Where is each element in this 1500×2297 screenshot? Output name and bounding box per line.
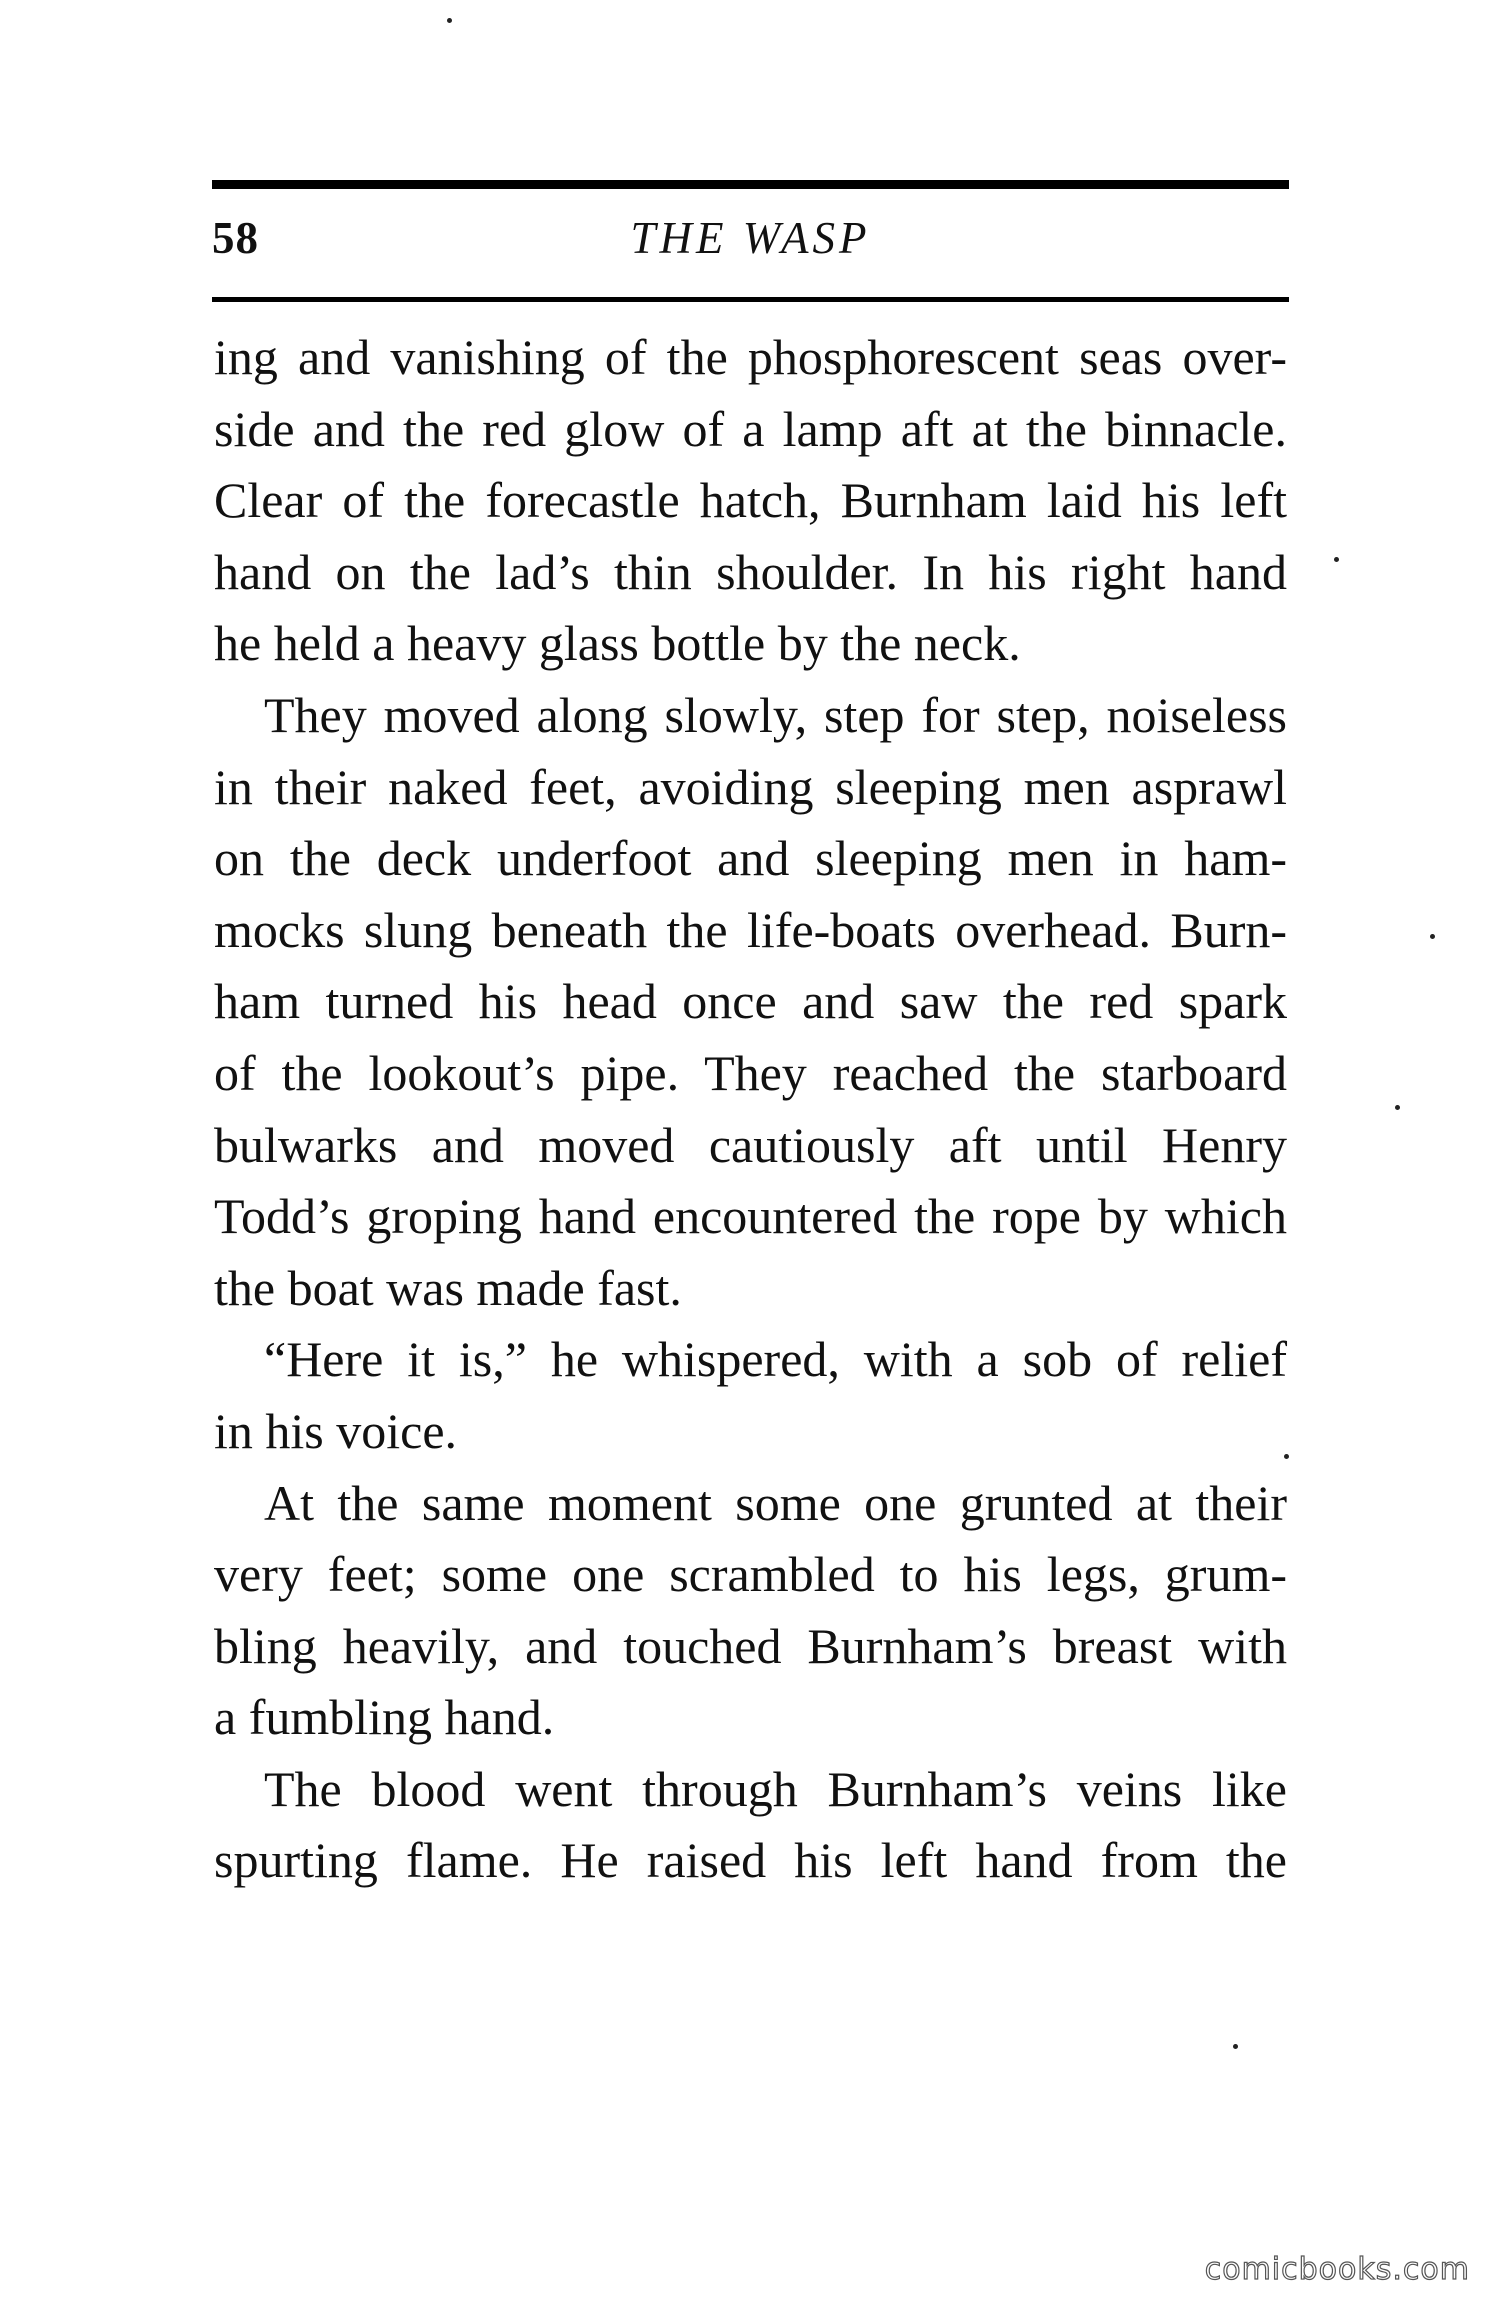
text-line: the boat was made fast. <box>214 1259 682 1316</box>
text-line: They moved along slowly, step for step, noiseless <box>264 686 1287 743</box>
page-number: 58 <box>212 213 259 263</box>
text-line: “Here it is,” he whispered, with a sob of relief <box>264 1331 1287 1388</box>
header-top-rule <box>212 180 1289 189</box>
text-line: he held a heavy glass bottle by the neck. <box>214 615 1021 672</box>
scan-speck <box>1395 1105 1400 1110</box>
text-line: hand on the lad’s thin shoulder. In his right hand <box>214 543 1287 600</box>
text-line: in his voice. <box>214 1402 458 1459</box>
text-line: on the deck underfoot and sleeping men in ham- <box>214 830 1287 887</box>
watermark-text: comicbooks.com <box>1204 2252 1470 2287</box>
text-line: spurting flame. He raised his left hand from the <box>214 1832 1287 1889</box>
text-line: Clear of the forecastle hatch, Burnham laid his left <box>214 472 1287 529</box>
text-line: bling heavily, and touched Burnham’s breast with <box>214 1617 1287 1674</box>
text-line: in their naked feet, avoiding sleeping men asprawl <box>214 758 1287 815</box>
scan-speck <box>1334 557 1339 562</box>
scan-speck <box>1284 1454 1289 1459</box>
text-line: side and the red glow of a lamp aft at the binnacle. <box>214 400 1287 457</box>
text-line: ham turned his head once and saw the red spark <box>214 973 1287 1030</box>
text-line: very feet; some one scrambled to his legs, grum- <box>214 1546 1287 1603</box>
text-line: At the same moment some one grunted at their <box>264 1474 1287 1531</box>
text-line: bulwarks and moved cautiously aft until Henry <box>214 1116 1287 1173</box>
text-line: The blood went through Burnham’s veins like <box>264 1760 1287 1817</box>
scan-speck <box>447 18 452 23</box>
text-line: ing and vanishing of the phosphorescent seas over- <box>214 329 1287 385</box>
scan-speck <box>1233 2044 1238 2049</box>
running-title: THE WASP <box>630 213 871 263</box>
page-header <box>212 208 1289 280</box>
text-line: Todd’s groping hand encountered the rope by which <box>214 1188 1287 1245</box>
header-bottom-rule <box>212 297 1289 302</box>
text-line: a fumbling hand. <box>214 1689 555 1746</box>
text-line: mocks slung beneath the life-boats overhead. Burn- <box>214 901 1287 958</box>
text-line: of the lookout’s pipe. They reached the starboard <box>214 1044 1287 1101</box>
body-text <box>214 322 1287 1897</box>
scan-speck <box>1430 934 1435 939</box>
